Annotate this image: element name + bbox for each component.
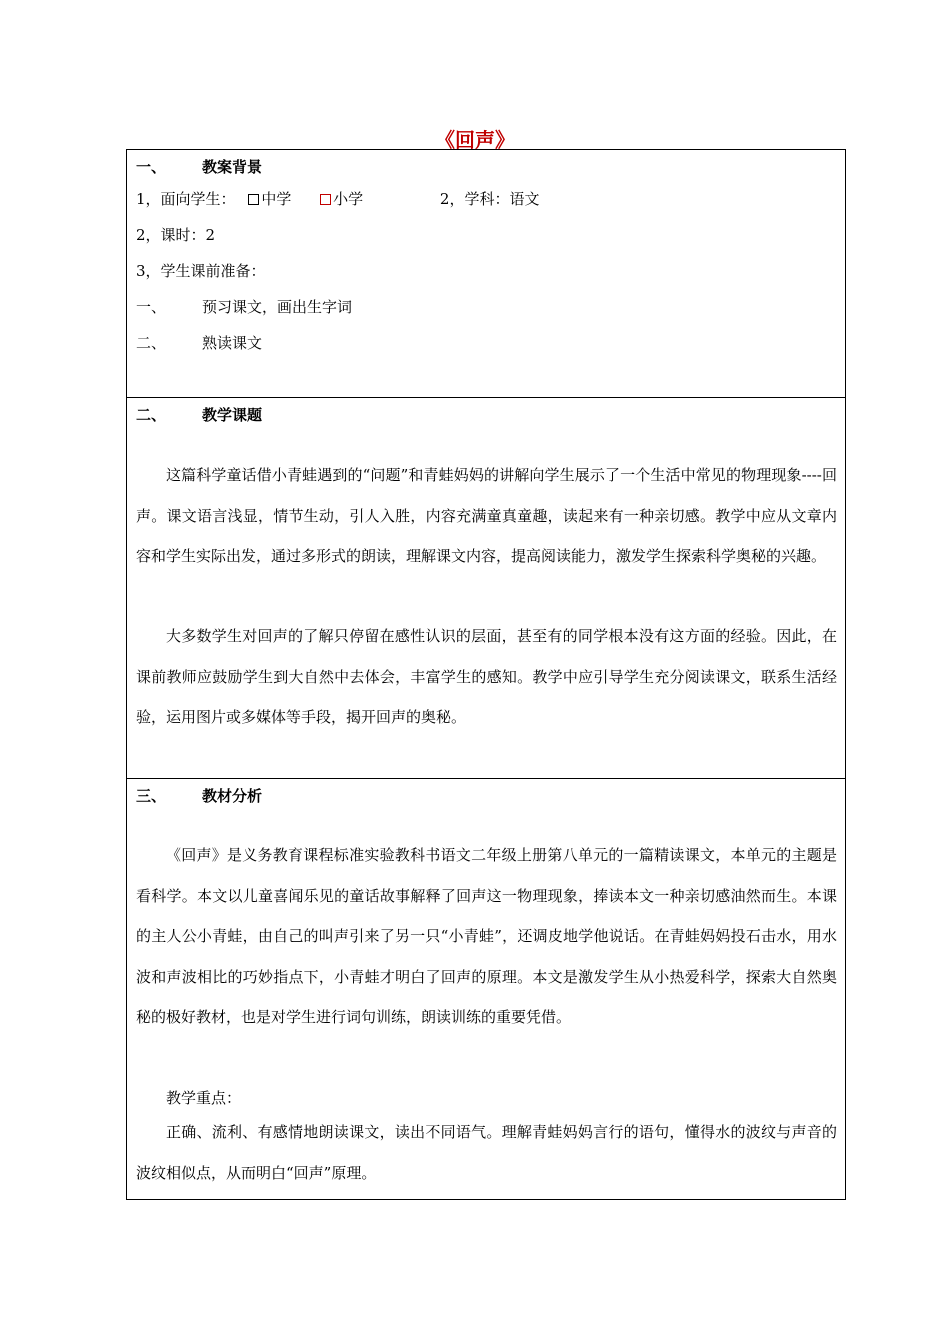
section-heading [136,785,262,806]
option-primary-school[interactable]: 小学 [320,190,363,208]
section-title: 教材分析 [202,787,263,805]
paragraph: 这篇科学童话借小青蛙遇到的“问题”和青蛙妈妈的讲解向学生展示了一个生活中常见的物理现象----回声。课文语言浅显，情节生动，引人入胜，内容充满童真童趣，读起来有一种亲切感。教学中应从文章内容和学生实际出发，通过多形式的朗读，理解课文内容，提高阅读能力，激发学生探索科学奥秘的兴趣。 [136,466,837,565]
periods-text: 2，课时：2 [136,226,216,244]
section-topic [127,398,845,779]
section-heading [136,404,262,425]
document-title: 《回声》 [435,128,515,152]
lesson-plan-table [126,149,846,1200]
section-title: 教案背景 [202,158,263,176]
checkbox-icon [248,194,259,205]
subject-text: 2，学科：语文 [439,190,540,208]
audience-label: 1，面向学生： [136,190,236,208]
prep-label: 3，学生课前准备： [136,262,266,280]
paragraph: 正确、流利、有感情地朗读课文，读出不同语气。理解青蛙妈妈言行的语句，懂得水的波纹与声音的波纹相似点，从而明白“回声”原理。 [136,1123,837,1182]
prep-item: 二、 熟读课文 [136,334,263,352]
checkbox-icon [320,194,331,205]
section-heading [136,156,262,177]
section-material-analysis [127,779,845,1199]
section-background [127,150,845,398]
section-number: 二、 [136,406,167,424]
option-middle-school[interactable]: 中学 [248,190,291,208]
paragraph: 《回声》是义务教育课程标准实验教科书语文二年级上册第八单元的一篇精读课文，本单元的主题是看科学。本文以儿童喜闻乐见的童话故事解释了回声这一物理现象，捧读本文一种亲切感油然而生。本课的主人公小青蛙，由自己的叫声引来了另一只“小青蛙”，还调皮地学他说话。在青蛙妈妈投石击水，用水波和声波相比的巧妙指点下，小青蛙才明白了回声的原理。本文是激发学生从小热爱科学，探索大自然奥秘的极好教材，也是对学生进行词句训练，朗读训练的重要凭借。 [136,846,837,1026]
audience-line [136,188,539,209]
paragraph: 大多数学生对回声的了解只停留在感性认识的层面，甚至有的同学根本没有这方面的经验。因此，在课前教师应鼓励学生到大自然中去体会，丰富学生的感知。教学中应引导学生充分阅读课文，联系生活经验，运用图片或多媒体等手段，揭开回声的奥秘。 [136,627,837,726]
key-points-label: 教学重点： [166,1089,242,1107]
section-number: 一、 [136,158,167,176]
prep-item: 一、 预习课文，画出生字词 [136,298,353,316]
section-number: 三、 [136,787,167,805]
section-title: 教学课题 [202,406,263,424]
